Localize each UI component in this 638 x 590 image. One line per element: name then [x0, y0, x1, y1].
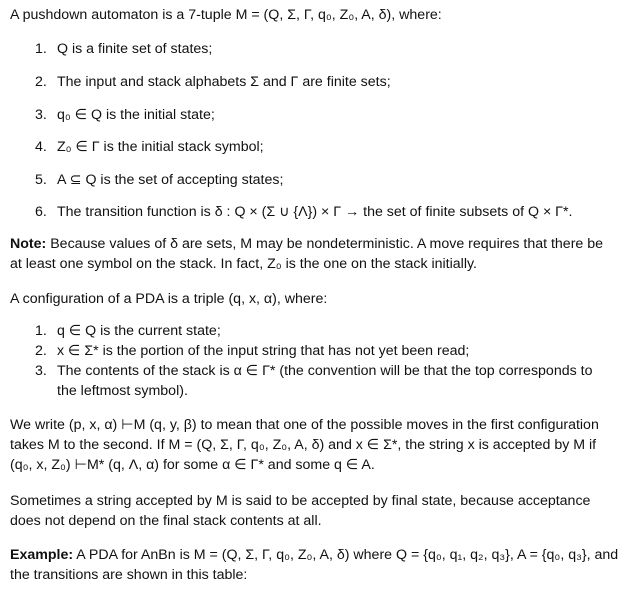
note-line-1	[10, 234, 603, 254]
item-number: 2.	[35, 343, 47, 359]
moves-paragraph-line-1: We write (p, x, α) ⊢M (q, y, β) to mean that one of the possible moves in the first configuration	[10, 417, 599, 433]
config-item-1	[35, 321, 221, 341]
note-text: Because values of δ are sets, M may be nondeterministic. A move requires that there be	[50, 236, 604, 252]
example-line-1	[10, 545, 618, 565]
item-number: 1.	[35, 41, 47, 57]
note-line-2: at least one symbol on the stack. In fact, Z₀ is the one on the stack initially.	[10, 256, 477, 272]
intro-line: A pushdown automaton is a 7-tuple M = (Q, Σ, Γ, q₀, Z₀, A, δ), where:	[10, 7, 442, 23]
note-label: Note:	[10, 236, 47, 252]
item-text: The contents of the stack is α ∈ Γ* (the convention will be that the top corresponds to	[57, 363, 593, 379]
example-text: A PDA for AnBn is M = (Q, Σ, Γ, q₀, Z₀, A, δ) where Q = {q₀, q₁, q₂, q₃}, A = {q₀, q₃}, and	[76, 547, 619, 563]
definition-item-5	[35, 170, 283, 190]
item-number: 6.	[35, 204, 47, 220]
item-text: Z₀ ∈ Γ is the initial stack symbol;	[57, 139, 264, 155]
item-text: A ⊆ Q is the set of accepting states;	[57, 172, 284, 188]
definition-item-3	[35, 105, 215, 125]
item-text: Q is a finite set of states;	[57, 41, 213, 57]
item-number: 3.	[35, 107, 47, 123]
item-text: q₀ ∈ Q is the initial state;	[57, 107, 215, 123]
item-text: The transition function is δ : Q × (Σ ∪ {Λ}) × Γ → the set of finite subsets of Q × Γ*.	[57, 204, 573, 220]
item-text: The input and stack alphabets Σ and Γ are finite sets;	[57, 74, 391, 90]
item-text: q ∈ Q is the current state;	[57, 323, 221, 339]
moves-paragraph-line-3: (q₀, x, Z₀) ⊢M* (q, Λ, α) for some α ∈ Γ* and some q ∈ A.	[10, 457, 375, 473]
config-item-2	[35, 341, 469, 361]
item-number: 4.	[35, 139, 47, 155]
item-number: 3.	[35, 363, 47, 379]
moves-paragraph-line-2: takes M to the second. If M = (Q, Σ, Γ, q₀, Z₀, A, δ) and x ∈ Σ*, the string x is accepted by M if	[10, 437, 597, 453]
final-state-paragraph-line-1: Sometimes a string accepted by M is said to be accepted by final state, because acceptance	[10, 493, 591, 509]
config-item-3-continued: the leftmost symbol).	[57, 383, 188, 399]
definition-item-2	[35, 72, 391, 92]
item-text: x ∈ Σ* is the portion of the input string that has not yet been read;	[57, 343, 470, 359]
definition-item-6	[35, 202, 572, 222]
definition-item-4	[35, 137, 264, 157]
example-label: Example:	[10, 547, 74, 563]
final-state-paragraph-line-2: does not depend on the final stack contents at all.	[10, 513, 322, 529]
config-item-3	[35, 361, 592, 381]
definition-item-1	[35, 39, 212, 59]
item-number: 1.	[35, 323, 47, 339]
configuration-intro: A configuration of a PDA is a triple (q, x, α), where:	[10, 291, 328, 307]
item-number: 2.	[35, 74, 47, 90]
item-number: 5.	[35, 172, 47, 188]
example-line-2: the transitions are shown in this table:	[10, 567, 248, 583]
